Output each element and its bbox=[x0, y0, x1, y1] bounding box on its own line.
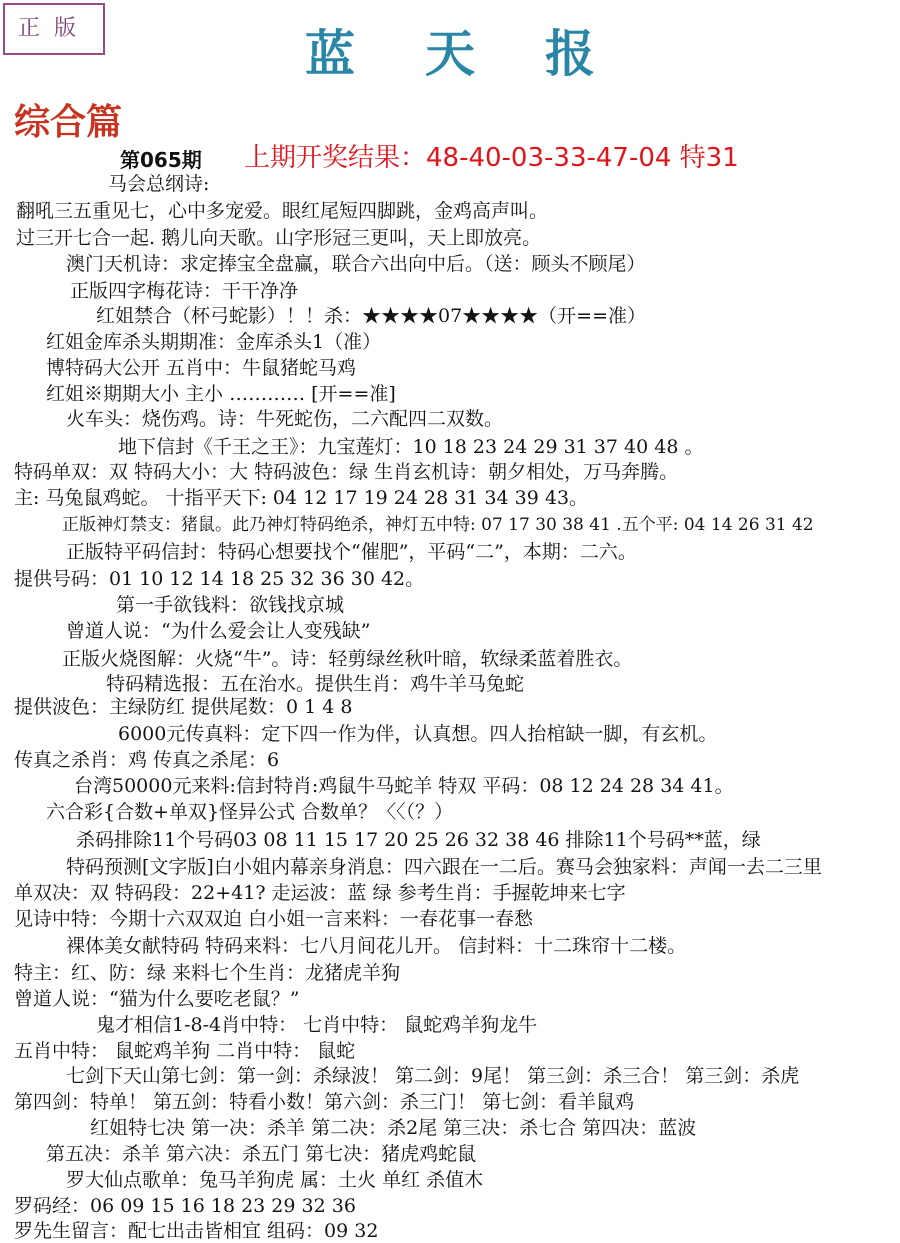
text-line: 正版四字梅花诗：干干净净 bbox=[70, 280, 299, 302]
page-title: 蓝天报 bbox=[305, 24, 665, 83]
text-line: 博特码大公开 五肖中：牛鼠猪蛇马鸡 bbox=[46, 357, 357, 379]
text-line: 七剑下天山第七剑：第一剑：杀绿波！ 第二剑：9尾！ 第三剑：杀三合！ 第三剑：杀虎 bbox=[66, 1065, 800, 1087]
text-line: 第一手欲钱料：欲钱找京城 bbox=[116, 594, 345, 616]
text-line: 曾道人说：“为什么爱会让人变残缺” bbox=[66, 620, 371, 642]
text-line: 特码精选报：五在治水。提供生肖：鸡牛羊马兔蛇 bbox=[106, 673, 525, 695]
text-line: 正版火烧图解：火烧“牛”。诗：轻剪绿丝秋叶暗，软绿柔蓝着胜衣。 bbox=[62, 648, 633, 670]
text-line: 提供号码：01 10 12 14 18 25 32 36 30 42。 bbox=[14, 568, 425, 590]
text-line: 第五决：杀羊 第六决：杀五门 第七决：猪虎鸡蛇鼠 bbox=[46, 1143, 477, 1165]
text-line: 6000元传真料：定下四一作为伴，认真想。四人抬棺缺一脚，有玄机。 bbox=[118, 723, 718, 745]
text-line: 罗码经：06 09 15 16 18 23 29 32 36 bbox=[14, 1195, 356, 1217]
text-line: 提供波色：主绿防红 提供尾数：0 1 4 8 bbox=[14, 696, 353, 718]
text-line: 台湾50000元来料:信封特肖:鸡鼠牛马蛇羊 特双 平码：08 12 24 28 34 41。 bbox=[74, 775, 734, 797]
text-line: 曾道人说：“猫为什么要吃老鼠？” bbox=[14, 988, 300, 1010]
text-line: 裸体美女献特码 特码来料：七八月间花儿开。 信封料：十二珠帘十二楼。 bbox=[66, 935, 687, 957]
text-line: 罗大仙点歌单：兔马羊狗虎 属：土火 单红 杀值木 bbox=[66, 1169, 484, 1191]
text-line: 马会总纲诗: bbox=[108, 173, 210, 195]
text-line: 单双决：双 特码段：22+41? 走运波：蓝 绿 参考生肖：手握乾坤来七字 bbox=[14, 882, 626, 904]
text-line: 红姐特七决 第一决：杀羊 第二决：杀2尾 第三决：杀七合 第四决：蓝波 bbox=[90, 1117, 697, 1139]
text-line: 火车头：烧伤鸡。诗：牛死蛇伤，二六配四二双数。 bbox=[66, 408, 504, 430]
text-line: 翻吼三五重见七，心中多宠爱。眼红尾短四脚跳，金鸡高声叫。 bbox=[16, 200, 549, 222]
text-line: 特主：红、防：绿 来料七个生肖：龙猪虎羊狗 bbox=[14, 962, 401, 984]
last-draw-result: 上期开奖结果：48-40-03-33-47-04 特31 bbox=[244, 143, 739, 173]
text-line: 特码预测[文字版]白小姐内幕亲身消息：四六跟在一二后。赛马会独家料：声闻一去二三里 bbox=[66, 856, 822, 878]
text-line: 鬼才相信1-8-4肖中特： 七肖中特： 鼠蛇鸡羊狗龙牛 bbox=[96, 1014, 538, 1036]
text-line: 特码单双：双 特码大小：大 特码波色：绿 生肖玄机诗：朝夕相处，万马奔腾。 bbox=[14, 461, 679, 483]
text-line: 六合彩{合数+单双}怪异公式 合数单？〈〈（？） bbox=[46, 801, 454, 823]
authentic-badge: 正版 bbox=[3, 3, 105, 55]
text-line: 正版特平码信封：特码心想要找个“催肥”，平码“二”，本期：二六。 bbox=[66, 541, 637, 563]
text-line: 红姐禁合（杯弓蛇影）！！杀：★★★★07★★★★（开==准） bbox=[96, 305, 647, 327]
text-line: 传真之杀肖：鸡 传真之杀尾：6 bbox=[14, 749, 280, 771]
text-line: 杀码排除11个号码03 08 11 15 17 20 25 26 32 38 46 排除11个号码**蓝，绿 bbox=[76, 829, 761, 851]
text-line: 地下信封《千王之王》：九宝莲灯：10 18 23 24 29 31 37 40 48 。 bbox=[118, 436, 704, 458]
text-line: 澳门天机诗：求定捧宝全盘赢，联合六出向中后。（送：顾头不顾尾） bbox=[66, 253, 646, 275]
text-line: 罗先生留言：配七出击皆相宜 组码：09 32 bbox=[14, 1220, 379, 1242]
text-line: 红姐※期期大小 主小 ………… [开==准] bbox=[46, 383, 396, 405]
text-line: 过三开七合一起. 鹅儿向天歌。山字形冠三更叫，天上即放亮。 bbox=[16, 227, 542, 249]
issue-number: 第065期 bbox=[120, 148, 202, 172]
text-line: 第四剑：特单！ 第五剑：特看小数！第六剑：杀三门！ 第七剑：看羊鼠鸡 bbox=[14, 1091, 635, 1113]
text-line: 见诗中特：今期十六双双迫 白小姐一言来料：一春花事一春愁 bbox=[14, 908, 534, 930]
section-heading: 综合篇 bbox=[14, 101, 123, 143]
text-line: 正版神灯禁支：猪鼠。此乃神灯特码绝杀，神灯五中特: 07 17 30 38 41 .五个平: 04 14 26 31 42 bbox=[62, 515, 814, 535]
text-line: 五肖中特： 鼠蛇鸡羊狗 二肖中特： 鼠蛇 bbox=[14, 1040, 356, 1062]
text-line: 主: 马兔鼠鸡蛇。 十指平天下: 04 12 17 19 24 28 31 34 39 43。 bbox=[14, 487, 589, 509]
text-line: 红姐金库杀头期期准：金库杀头1（准） bbox=[46, 331, 382, 353]
